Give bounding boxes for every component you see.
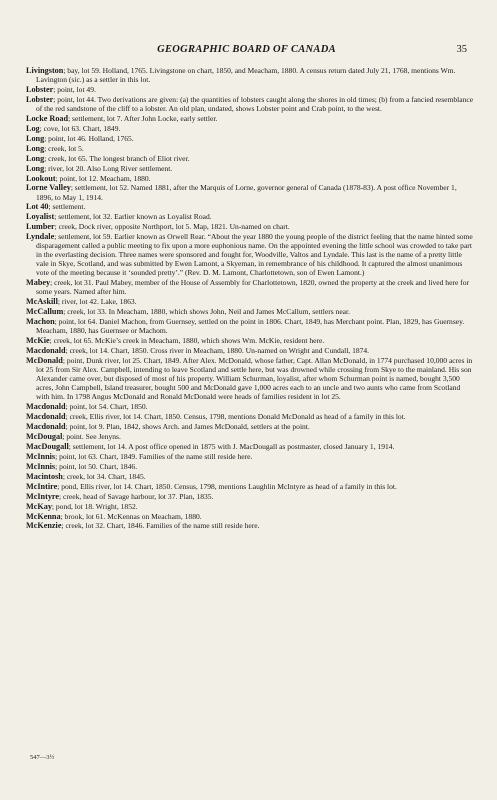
place-name: McAskill [26,297,58,307]
place-name: Macintosh [26,471,63,481]
place-description: ; creek, lot 31. Paul Mabey, member of the House of Assembly for Charlottetown, 1820, owned the property at the creek and lived here for some years. Named after him. [36,278,469,297]
page-number: 35 [456,44,467,55]
place-name: Log [26,123,40,133]
place-name: McKenna [26,511,61,521]
place-description: ; point. See Jenyns. [62,432,121,442]
place-description: ; point, lot 63. Chart, 1849. Families of the name still reside here. [55,451,253,461]
place-name: McDougal [26,432,63,442]
place-entry [26,356,475,401]
place-description: ; creek, lot 33. In Meacham, 1880, which shows John, Neil and James McCallum, settlers near. [63,307,351,317]
place-entry [26,336,475,345]
place-entry [26,297,475,306]
place-entry [26,452,475,461]
place-entry [26,202,475,211]
place-description: ; creek, Dock river, opposite Northport, lot 5. Map, 1821. Un-named on chart. [54,222,290,232]
place-name: Long [26,133,45,143]
place-name: McInnis [26,461,56,471]
place-entry [26,114,475,123]
place-name: Lorne Valley [26,183,71,193]
place-entry [26,124,475,133]
place-entry [26,346,475,355]
place-name: Loyalist [26,212,55,222]
place-description: ; point, lot 54. Chart, 1850. [65,402,148,412]
place-entry [26,492,475,501]
place-description: ; point, lot 64. Daniel Machon, from Guernsey, settled on the point in 1806. Chart, 1849, has Merchant point. Plan, 1829, has Guernsey. Meacham, 1880, has Guernsee or Machom. [36,317,465,336]
place-name: McDonald [26,356,63,366]
place-description: ; point, lot 50. Chart, 1846. [55,461,138,471]
place-entry [26,154,475,163]
place-description: ; creek, lot 65. The longest branch of Eliot river. [44,153,190,163]
place-description: ; creek, lot 34. Chart, 1845. [62,471,146,481]
place-entry [26,482,475,491]
place-name: McInnis [26,451,56,461]
place-description: ; creek, lot 32. Chart, 1846. Families of the name still reside here. [61,521,260,531]
place-description: ; creek, head of Savage harbour, lot 37. Plan, 1835. [59,491,214,501]
place-name: Long [26,163,45,173]
place-name: Macdonald [26,402,66,412]
place-entry [26,66,475,84]
place-name: McCallum [26,307,64,317]
place-name: Lyndale [26,232,55,242]
place-name: Lot 40 [26,202,49,212]
place-entry [26,183,475,201]
place-description: ; settlement, lot 32. Earlier known as Loyalist Road. [54,212,212,222]
place-entry [26,164,475,173]
place-description: ; pond, lot 18. Wright, 1852. [51,501,138,511]
place-description: ; point, lot 46. Holland, 1765. [44,133,134,143]
gazetteer-entries [26,66,475,531]
place-description: ; settlement, lot 14. A post office opened in 1875 with J. MacDougall as postmaster, closed January 1, 1914. [68,441,395,451]
place-description: ; bay, lot 59. Holland, 1765. Livingstone on chart, 1850, and Meacham, 1880. A census return dated July 21, 1768, mentions Wm. Lavington (sic.) as a settler in this lot. [36,66,456,85]
place-entry [26,317,475,335]
place-description: ; settlement. [48,202,86,212]
place-entry [26,472,475,481]
place-description: ; river, lot 20. Also Long River settlement. [44,163,173,173]
place-name: Livingston [26,66,64,75]
place-entry [26,521,475,530]
place-name: MacDougall [26,441,69,451]
place-description: ; point, lot 49. [53,84,96,94]
place-description: ; creek, Ellis river, lot 14. Chart, 1850. Census, 1798, mentions Donald McDonald as head of a family in this lot. [65,412,406,422]
place-description: ; point, Dunk river, lot 25. Chart, 1849. After Alex. McDonald, whose father, Capt. Allan McDonald, in 1774 purchased 10,000 acres in lot 25 from Sir Alex. Campbell, intending to leave Scotland and settle here, but was drowned while crossing from Skye to the mainland. His son Alexander came over, but disposed of most of his property. William Schurman, loyalist, after whom Schurman point is named, bought 3,500 acres, John Campbell, Island treasurer, bought 500 and McDonald gave 1,000 acres each to an uncle and two aunts who came from Scotland with him. In 1798 Angus McDonald and Ronald McDonald were heads of families resident in lot 25. [36,356,473,402]
place-description: ; settlement, lot 59. Earlier known as Orwell Rear. “About the year 1880 the young people of the district feeling that the name hinted some disparagement called a public meeting to fix upon a more euphonious name. On the appointed evening the little school was crowded to take part in the everlasting decision. Three names were sponsored and fought for, Woodville, Valtos and Lyndale. This last is the name of a pretty little vale in Skye, Scotland, and was submitted by Ewen Lamont, a Skyeman, in remembrance of his childhood. It captured the almost unanimous vote of the meeting because it ‘sounded pretty’.” (Rev. D. M. Lamont, Charlottetown, son of Ewen Lamont.) [36,232,473,278]
place-name: Macdonald [26,422,66,432]
place-description: ; settlement, lot 7. After John Locke, early settler. [68,113,218,123]
place-entry [26,402,475,411]
place-name: McKay [26,501,52,511]
place-entry [26,412,475,421]
place-name: Lumber [26,222,55,232]
place-name: Lobster [26,84,54,94]
place-entry [26,222,475,231]
place-name: Macdonald [26,412,66,422]
place-name: Long [26,153,45,163]
place-entry [26,95,475,113]
place-entry [26,134,475,143]
place-description: ; settlement, lot 52. Named 1881, after the Marquis of Lorne, governor general of Canada (1878-83). A post office November 1, 1896, to May 1, 1914. [36,183,457,202]
place-name: Machon [26,317,55,327]
place-name: Mabey [26,278,51,288]
place-entry [26,422,475,431]
place-name: Locke Road [26,113,69,123]
place-description: ; brook, lot 61. McKennas on Meacham, 1880. [60,511,202,521]
place-description: ; point, lot 12. Meacham, 1880. [55,173,151,183]
place-description: ; creek, lot 14. Chart, 1850. Cross river in Meacham, 1880. Un-named on Wright and Cundall, 1874. [65,346,370,356]
place-entry [26,502,475,511]
place-description: ; point, lot 44. Two derivations are given: (a) the quantities of lobsters caught along the shores in old times; (b) from a fancied resemblance of the red sandstone of the cliff to a lobster. An old plan, undated, shows Lobster point and Crab point, to the west. [36,94,474,113]
place-entry [26,85,475,94]
place-entry [26,232,475,277]
page-header [26,44,467,58]
place-description: ; river, lot 42. Lake, 1863. [57,297,137,307]
place-name: McIntyre [26,491,60,501]
printer-signature-code: 547—3½ [30,754,55,761]
place-name: McKenzie [26,521,62,531]
place-description: ; pond, Ellis river, lot 14. Chart, 1850. Census, 1798, mentions Laughlin McIntyre as head of a family in this lot. [57,481,397,491]
place-name: Lookout [26,173,56,183]
place-name: Long [26,143,45,153]
place-entry [26,512,475,521]
place-description: ; creek, lot 65. McKie’s creek in Meacham, 1880, which shows Wm. McKie, resident here. [49,336,325,346]
place-entry [26,278,475,296]
place-description: ; point, lot 9. Plan, 1842, shows Arch. and James McDonald, settlers at the point. [65,422,310,432]
running-title: GEOGRAPHIC BOARD OF CANADA [157,44,336,55]
place-name: Lobster [26,94,54,104]
place-description: ; creek, lot 5. [44,143,84,153]
place-entry [26,432,475,441]
place-entry [26,212,475,221]
place-description: ; cove, lot 63. Chart, 1849. [39,123,121,133]
place-entry [26,442,475,451]
place-entry [26,174,475,183]
place-entry [26,307,475,316]
place-name: McIntire [26,481,58,491]
place-entry [26,462,475,471]
place-name: McKie [26,336,50,346]
place-entry [26,144,475,153]
place-name: Macdonald [26,346,66,356]
